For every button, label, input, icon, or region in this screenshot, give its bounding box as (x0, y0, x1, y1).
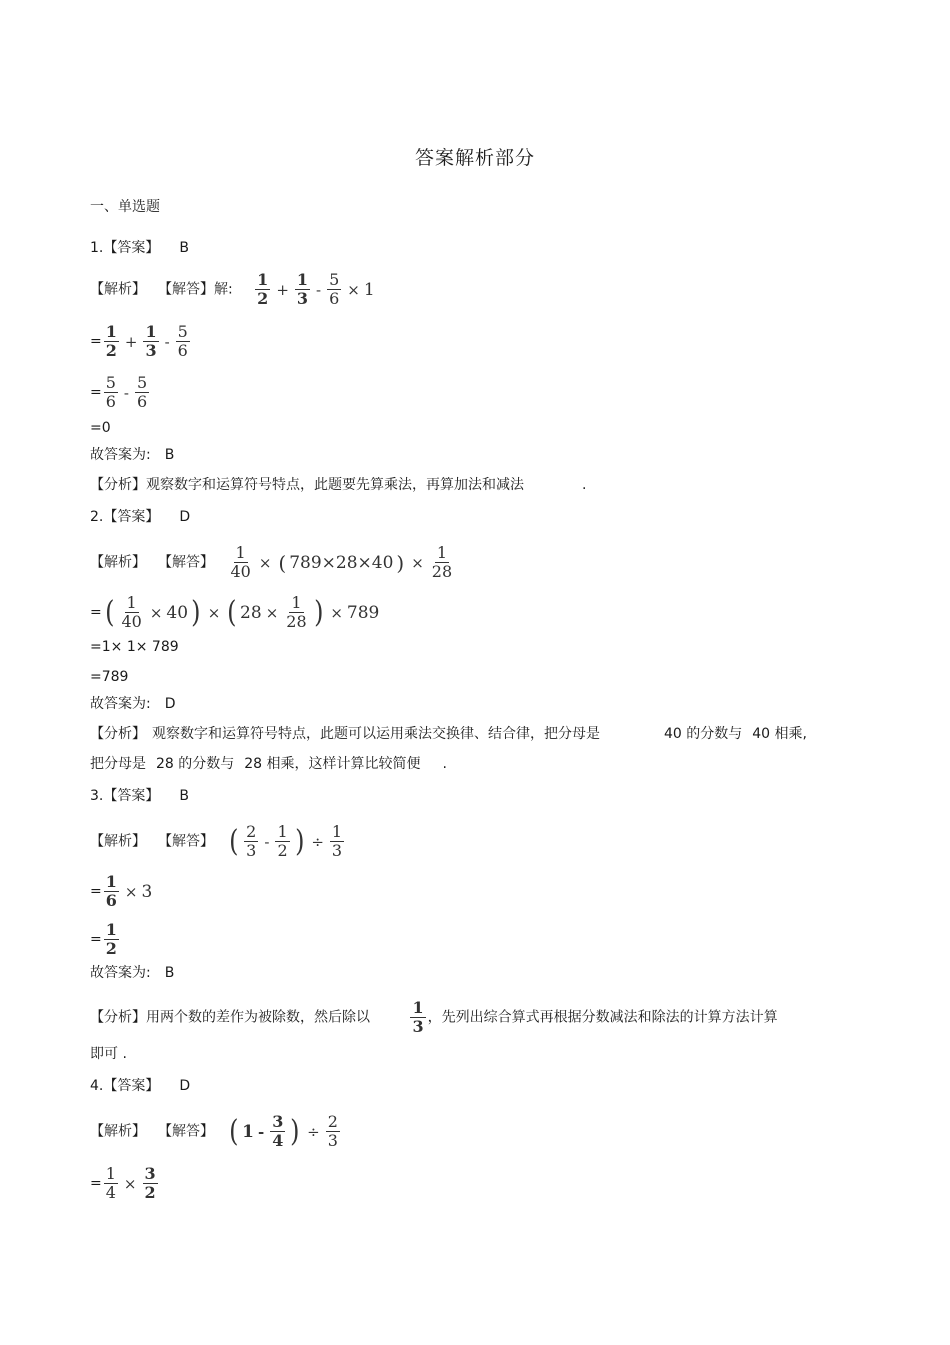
q2-analysis-line2: 把分母是 28 的分数与 28 相乘，这样计算比较简便 . (90, 756, 447, 772)
fraction: $\frac{1}{3}$ (296, 270, 309, 308)
answer-label: 【答案】 (103, 240, 160, 256)
page-title: 答案解析部分 (414, 147, 535, 169)
q1-step1: = $\frac{1}{2}$ + $\frac{1}{3}$ - $\frac{5}{6}$ (90, 322, 188, 360)
q4-step1: = $\frac{1}{4}$ × $\frac{3}{2}$ (90, 1164, 156, 1202)
q2-conclusion: 故答案为: D (90, 696, 176, 712)
fraction: $\frac{5}{6}$ (329, 270, 340, 308)
jie-label: 解: (214, 281, 233, 298)
q3-answer-line: 3.【答案】 B (90, 788, 189, 804)
q2-step3: =789 (90, 669, 129, 685)
q2-solution-line: 【解析】 【解答】 $\frac{1}{40}$ × ( 789×28×40 ) × $\frac{1}{28}$ (90, 545, 456, 580)
q4-solution-line: 【解析】 【解答】 ( 1 - $\frac{3}{4}$ ) ÷ $\frac{2}{3}$ (90, 1114, 342, 1149)
q3-conclusion: 故答案为: B (90, 965, 175, 981)
jieda-label: 【解答】 (158, 281, 214, 298)
q1-number: 1. (90, 240, 104, 256)
q3-analysis-line2: 即可 . (90, 1046, 127, 1062)
q2-expression: $\frac{1}{40}$ × ( 789×28×40 ) × $\frac{1}{28}$ (230, 543, 453, 581)
q3-analysis-line1: 【分析】用两个数的差作为被除数，然后除以 $\frac{1}{3}$ ，先列出综合算式再根据分数减法和除法的计算方法计算 (90, 998, 778, 1036)
q1-answer-line (90, 238, 189, 258)
q1-conclusion: 故答案为: B (90, 447, 175, 463)
q2-step2: =1× 1× 789 (90, 639, 179, 655)
q3-solution-line: 【解析】 【解答】 ( $\frac{2}{3}$ - $\frac{1}{2}$ ) ÷ $\frac{1}{3}$ (90, 824, 346, 859)
q3-step1: = $\frac{1}{6}$ × 3 (90, 872, 153, 910)
q1-solution-line (90, 272, 375, 307)
q3-answer: B (179, 788, 189, 804)
q4-expression: ( 1 - $\frac{3}{4}$ ) ÷ $\frac{2}{3}$ (229, 1112, 338, 1150)
q3-expression: ( $\frac{2}{3}$ - $\frac{1}{2}$ ) ÷ $\frac{1}{3}$ (229, 822, 343, 860)
q2-answer-line: 2.【答案】 D (90, 509, 191, 525)
q1-analysis: 【分析】观察数字和运算符号特点，此题要先算乘法，再算加法和减法 . (90, 477, 587, 493)
q2-answer: D (179, 509, 191, 525)
q1-expression: $\frac{1}{2}$ + $\frac{1}{3}$ - $\frac{5}{6}$ × 1 (257, 270, 375, 308)
q1-step2: = $\frac{5}{6}$ - $\frac{5}{6}$ (90, 373, 148, 411)
q3-step2: = $\frac{1}{2}$ (90, 920, 117, 958)
q2-step1: = ( $\frac{1}{40}$ × 40 ) × ( 28 × $\frac{1}{28}$ ) × 789 (90, 593, 380, 631)
section-heading: 一、单选题 (90, 199, 160, 215)
q2-analysis-line1: 【分析】 观察数字和运算符号特点，此题可以运用乘法交换律、结合律，把分母是 40 的分数与 40 相乘, (90, 726, 807, 742)
q4-answer-line: 4.【答案】 D (90, 1078, 191, 1094)
fraction: $\frac{1}{2}$ (257, 270, 269, 308)
jiexi-label: 【解析】 (90, 281, 146, 298)
q1-answer: B (179, 240, 189, 256)
q4-answer: D (179, 1078, 191, 1094)
q1-step3: =0 (90, 420, 111, 436)
